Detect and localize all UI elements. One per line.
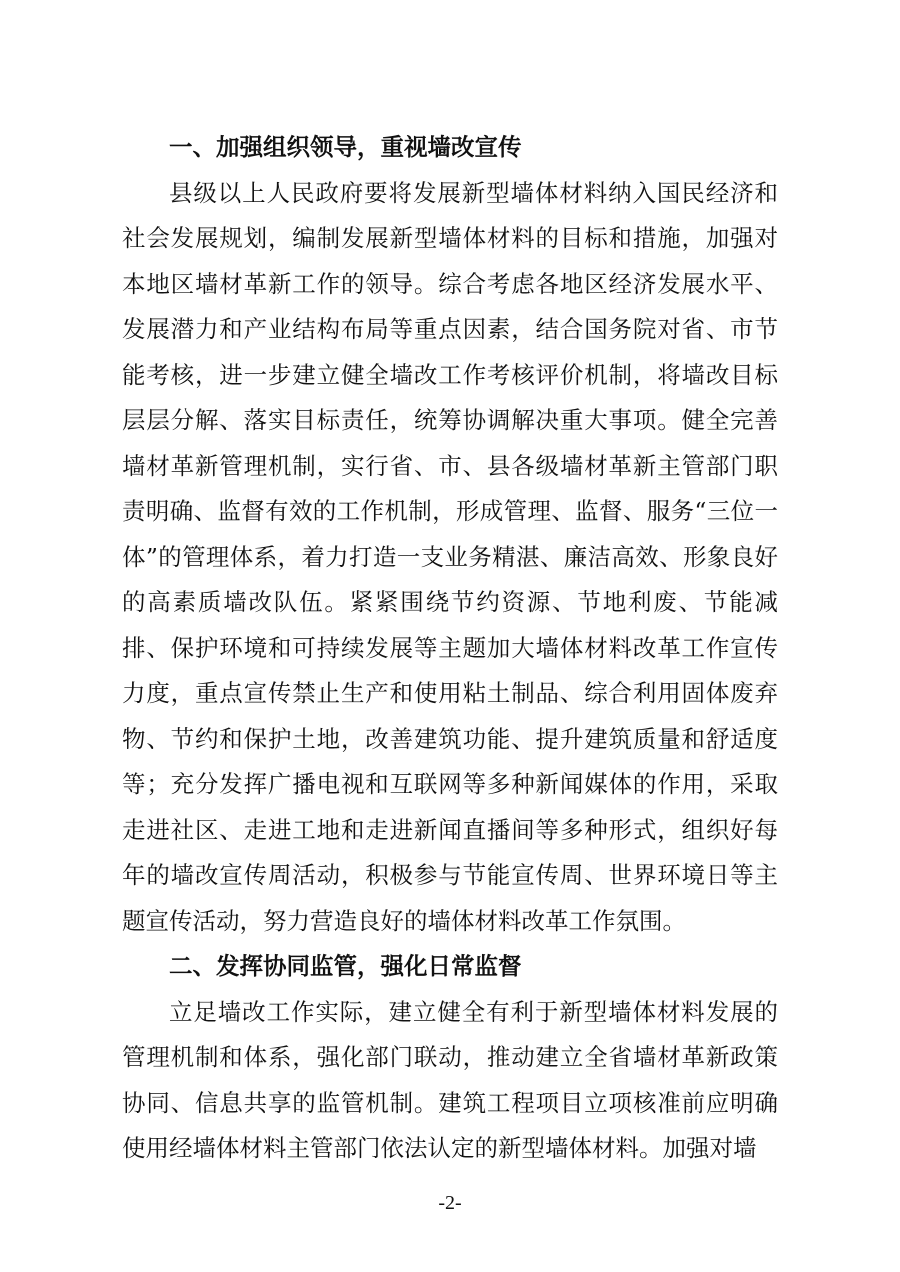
document-body xyxy=(122,125,778,1172)
section-paragraph-1: 县级以上人民政府要将发展新型墙体材料纳入国民经济和社会发展规划，编制发展新型墙体材料的目标和措施，加强对本地区墙材革新工作的领导。综合考虑各地区经济发展水平、发展潜力和产业结构布局等重点因素，结合国务院对省、市节能考核，进一步建立健全墙改工作考核评价机制，将墙改目标层层分解、落实目标责任，统筹协调解决重大事项。健全完善墙材革新管理机制，实行省、市、县各级墙材革新主管部门职责明确、监督有效的工作机制，形成管理、监督、服务“三位一体”的管理体系，着力打造一支业务精湛、廉洁高效、形象良好的高素质墙改队伍。紧紧围绕节约资源、节地利废、节能减排、保护环境和可持续发展等主题加大墙体材料改革工作宣传力度，重点宣传禁止生产和使用粘土制品、综合利用固体废弃物、节约和保护土地，改善建筑功能、提升建筑质量和舒适度等；充分发挥广播电视和互联网等多种新闻媒体的作用，采取走进社区、走进工地和走进新闻直播间等多种形式，组织好每年的墙改宣传周活动，积极参与节能宣传周、世界环境日等主题宣传活动，努力营造良好的墙体材料改革工作氛围。 xyxy=(122,178,778,935)
section-heading-1: 一、加强组织领导，重视墙改宣传 xyxy=(169,133,522,161)
section-paragraph-2: 立足墙改工作实际，建立健全有利于新型墙体材料发展的管理机制和体系，强化部门联动，推动建立全省墙材革新政策协同、信息共享的监管机制。建筑工程项目立项核准前应明确使用经墙体材料主管部门依法认定的新型墙体材料。加强对墙 xyxy=(122,997,778,1162)
page-number: -2- xyxy=(438,1192,462,1214)
section-heading-2: 二、发挥协同监管，强化日常监督 xyxy=(169,952,522,980)
